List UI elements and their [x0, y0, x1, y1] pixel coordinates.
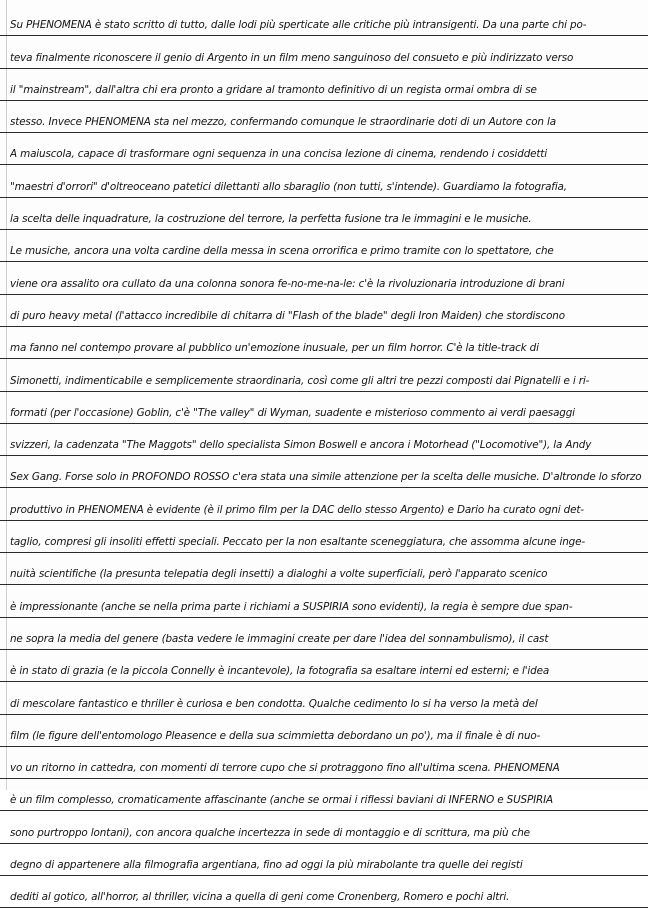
handwritten-text-line: è in stato di grazia (e la piccola Connelly è incantevole), la fotografia sa esaltare interni ed esterni; e l'idea [10, 665, 550, 678]
handwritten-text-line: è un film complesso, cromaticamente affascinante (anche se ormai i riflessi baviani di INFERNO e SUSPIRIA [10, 794, 553, 807]
ruled-line [0, 69, 648, 101]
ruled-line [0, 392, 648, 424]
ruled-line [0, 715, 648, 747]
ruled-line [0, 747, 648, 779]
handwritten-text-line: viene ora assalito ora cullato da una colonna sonora fe-no-me-na-le: c'è la rivoluzionaria introduzione di brani [10, 277, 565, 290]
ruled-line [0, 585, 648, 617]
ruled-line [0, 811, 648, 843]
handwritten-text-line: svizzeri, la cadenzata "The Maggots" dello specialista Simon Boswell e ancora i Motorhead ("Locomotive"), la Andy [10, 439, 592, 452]
ruled-line [0, 779, 648, 811]
ruled-line [0, 198, 648, 230]
handwritten-text-line: taglio, compresi gli insoliti effetti speciali. Peccato per la non esaltante sceneggiatura, che assomma alcune inge- [10, 536, 585, 549]
handwritten-text-line: formati (per l'occasione) Goblin, c'è "The valley" di Wyman, suadente e misterioso commento ai verdi paesaggi [10, 406, 575, 419]
handwritten-text-line: ne sopra la media del genere (basta vedere le immagini create per dare l'idea del sonnambulismo), il cast [10, 632, 549, 645]
handwritten-text-line: Simonetti, indimenticabile e semplicemente straordinaria, così come gli altri tre pezzi composti dai Pignatelli e i ri- [10, 374, 590, 387]
ruled-line [0, 262, 648, 294]
handwritten-text-line: di puro heavy metal (l'attacco incredibile di chitarra di "Flash of the blade" degli Iron Maiden) che stordiscono [10, 309, 565, 322]
handwritten-text-line: Su PHENOMENA è stato scritto di tutto, dalle lodi più sperticate alle critiche più intransigenti. Da una parte chi po- [10, 19, 587, 32]
ruled-line [0, 424, 648, 456]
ruled-line [0, 295, 648, 327]
ruled-line [0, 165, 648, 197]
handwritten-text-line: dediti al gotico, all'horror, al thriller, vicina a quella di geni come Cronenberg, Romero e pochi altri. [10, 891, 510, 904]
handwritten-text-line: film (le figure dell'entomologo Pleasence e della sua scimmietta debordano un po'), ma il finale è di nuo- [10, 729, 541, 742]
ruled-lines [0, 4, 648, 908]
ruled-line [0, 359, 648, 391]
handwritten-text-line: ma fanno nel contempo provare al pubblico un'emozione inusuale, per un film horror. C'è la title-track di [10, 342, 539, 355]
handwritten-text-line: vo un ritorno in cattedra, con momenti di terrore cupo che si protraggono fino all'ultima scena. PHENOMENA [10, 762, 560, 775]
ruled-line [0, 553, 648, 585]
ruled-line [0, 682, 648, 714]
handwritten-text-line: la scelta delle inquadrature, la costruzione del terrore, la perfetta fusione tra le immagini e le musiche. [10, 213, 532, 226]
handwritten-text-line: è impressionante (anche se nella prima parte i richiami a SUSPIRIA sono evidenti), la regia è sempre due span- [10, 600, 573, 613]
handwritten-text-line: sono purtroppo lontani), con ancora qualche incertezza in sede di montaggio e di scrittura, ma più che [10, 826, 530, 839]
ruled-line [0, 618, 648, 650]
handwritten-text-line: Sex Gang. Forse solo in PROFONDO ROSSO c'era stata una simile attenzione per la scelta delle musiche. D'altronde lo sforzo [10, 471, 642, 484]
handwritten-text-line: nuità scientifiche (la presunta telepatia degli insetti) a dialoghi a volte superficiali, però l'apparato scenico [10, 568, 548, 581]
ruled-line [0, 230, 648, 262]
handwritten-text-line: Le musiche, ancora una volta cardine della messa in scena orrorifica e primo tramite con lo spettatore, che [10, 245, 554, 258]
ruled-line [0, 4, 648, 36]
ruled-line [0, 650, 648, 682]
ruled-line [0, 36, 648, 68]
handwritten-text-line: il "mainstream", dall'altra chi era pronto a gridare al tramonto definitivo di un regista ormai ombra di se [10, 83, 537, 96]
handwritten-text-line: produttivo in PHENOMENA è evidente (è il primo film per la DAC dello stesso Argento) e Dario ha curato ogni det- [10, 503, 584, 516]
handwritten-text-line: stesso. Invece PHENOMENA sta nel mezzo, confermando comunque le straordinarie doti di un Autore con la [10, 116, 556, 129]
ruled-line [0, 327, 648, 359]
ruled-line [0, 456, 648, 488]
handwritten-text-line: "maestri d'orrori" d'oltreoceano patetici dilettanti allo sbaraglio (non tutti, s'intende). Guardiamo la fotografia, [10, 180, 567, 193]
ruled-line [0, 488, 648, 520]
ruled-line [0, 101, 648, 133]
ruled-line [0, 844, 648, 876]
handwritten-text-line: teva finalmente riconoscere il genio di Argento in un film meno sanguinoso del consueto e più indirizzato verso [10, 51, 574, 64]
handwritten-text-line: di mescolare fantastico e thriller è curiosa e ben condotta. Qualche cedimento lo si ha verso la metà del [10, 697, 538, 710]
handwritten-text-line: degno di appartenere alla filmografia argentiana, fino ad oggi la più mirabolante tra quelle dei registi [10, 859, 523, 872]
ruled-line [0, 521, 648, 553]
handwritten-text-line: A maiuscola, capace di trasformare ogni sequenza in una concisa lezione di cinema, rendendo i cosiddetti [10, 148, 547, 161]
ruled-line [0, 876, 648, 908]
ruled-line [0, 133, 648, 165]
